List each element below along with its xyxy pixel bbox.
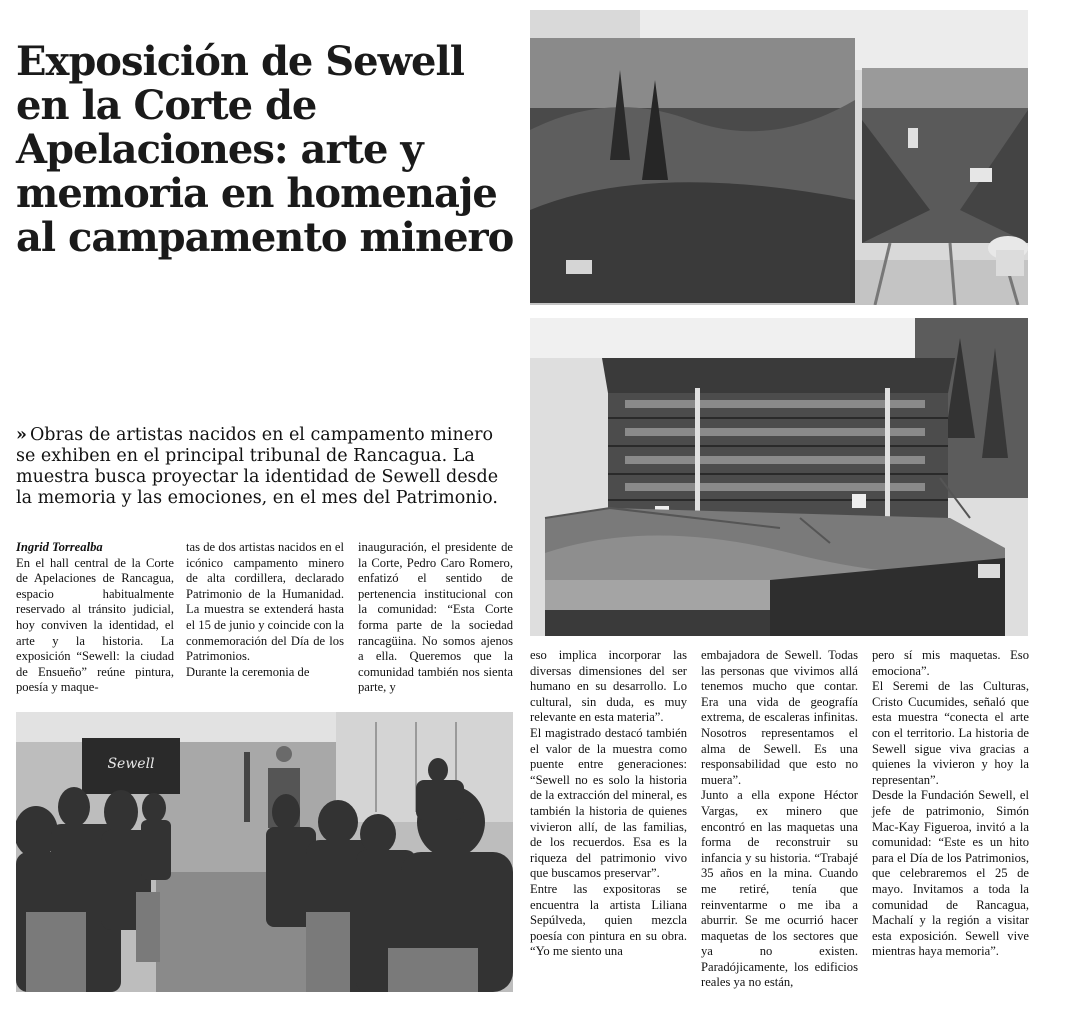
lead-text: Obras de artistas nacidos en el campamento minero se exhiben en el principal tribunal de Rancagua. La muestra busca proyectar la identidad de Sewell desde la memoria y las emociones, en el mes del Patrimonio. bbox=[16, 425, 499, 508]
paragraph: Entre las expositoras se encuentra la artista Liliana Sepúlveda, quien mezcla poesía con pintura en su obra. “Yo me siento una bbox=[530, 881, 687, 959]
byline: Ingrid Torrealba bbox=[16, 540, 103, 554]
paragraph: Durante la ceremonia de bbox=[186, 664, 310, 679]
screen-logo: Sewell bbox=[107, 756, 155, 772]
paragraph: El Seremi de las Culturas, Cristo Cucumides, señaló que esta muestra “conecta el arte con el territorio. La historia de Sewell sigue viva gracias a quienes la vivieron y hoy la representan”. bbox=[872, 679, 1029, 787]
projection-screen bbox=[82, 738, 180, 794]
paragraph: Junto a ella expone Héctor Vargas, ex minero que encontró en las maquetas una forma de reconstruir su infancia y su historia. “Trabajé 35 años en la mina. Cuando me retiré, tenía que reinventarme o me iba a aburrir. Se me ocurrió hacer maquetas de los sectores que ya no existen. Paradójicamente, los edificios reales ya no están, bbox=[701, 788, 858, 990]
text-column-5 bbox=[701, 648, 858, 991]
lead-paragraph bbox=[16, 425, 511, 509]
text-column-1 bbox=[16, 540, 174, 696]
paragraph: pero sí mis maquetas. Eso emociona”. bbox=[872, 648, 1029, 678]
text-column-2 bbox=[186, 540, 344, 680]
paragraph: embajadora de Sewell. Todas las personas que vivimos allá tenemos mucho que contar. Era una vida de geografía extrema, de escaleras infinitas. Nosotros representamos el alma de Sewell. Es una responsabilidad que esto no muera”. bbox=[701, 648, 858, 787]
paragraph: tas de dos artistas nacidos en el icónico campamento minero de alta cordillera, declarado Patrimonio de la Humanidad. La muestra se extenderá hasta el 15 de junio y coincide con la conmemoración del Día de los Patrimonios. bbox=[186, 540, 344, 664]
paragraph: inauguración, el presidente de la Corte, Pedro Caro Romero, enfatizó el sentido de pertenencia institucional con la comunidad: “Esta Corte forma parte de la sociedad rancagüina. No somos ajenos a ella. Queremos que la comunidad también nos sienta parte, y bbox=[358, 540, 513, 695]
text-column-3 bbox=[358, 540, 513, 696]
paintings-photo bbox=[530, 10, 1028, 305]
ceremony-photo bbox=[16, 712, 513, 992]
building-model-photo bbox=[530, 318, 1028, 636]
paragraph: Desde la Fundación Sewell, el jefe de patrimonio, Simón Mac-Kay Figueroa, invitó a la comunidad: “Este es un hito para el Día de los Patrimonios, que celebraremos el 25 de mayo. Invitamos a toda la comunidad de Rancagua, Machalí y la región a visitar esta exposición. Sewell vive mientras haya memoria”. bbox=[872, 788, 1029, 959]
headline: Exposición de Sewell en la Corte de Apelaciones: arte y memoria en homenaje al campamento minero bbox=[16, 38, 514, 261]
lead-marker: » bbox=[16, 425, 27, 445]
paragraph: eso implica incorporar las diversas dimensiones del ser humano en su desarrollo. Lo cultural, sin duda, es muy relevante en esta materia”. bbox=[530, 648, 687, 725]
paragraph: En el hall central de la Corte de Apelaciones de Rancagua, espacio habitualmente reservado al tránsito judicial, hoy conviven la identidad, el arte y la historia. La exposición “Sewell: la ciudad de Ensueño” reúne pintura, poesía y maque- bbox=[16, 555, 174, 695]
text-column-6 bbox=[872, 648, 1029, 960]
paragraph: El magistrado destacó también el valor de la muestra como puente entre generaciones: “Sewell no es solo la historia de la extracción del mineral, es también la historia de quienes vivieron allí, de las familias, de los recuerdos. Esa es la riqueza del patrimonio vivo que buscamos preservar”. bbox=[530, 725, 687, 881]
text-column-4 bbox=[530, 648, 687, 960]
landscape-painting bbox=[530, 38, 855, 303]
